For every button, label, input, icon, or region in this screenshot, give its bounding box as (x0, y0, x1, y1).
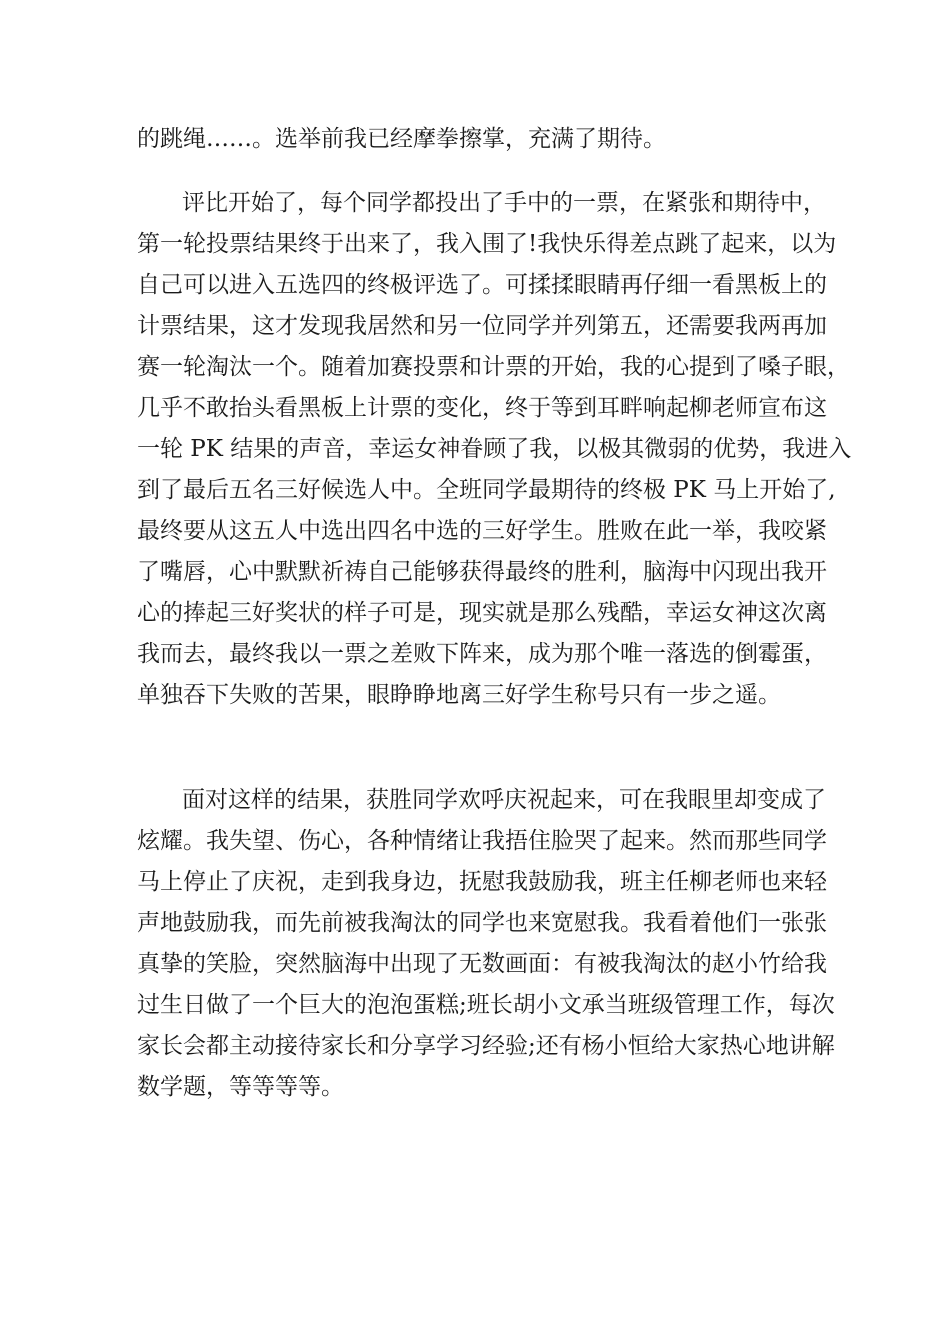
paragraph-line: 几乎不敢抬头看黑板上计票的变化，终于等到耳畔响起柳老师宣布这 (137, 395, 827, 421)
paragraph-line: 马上停止了庆祝，走到我身边，抚慰我鼓励我，班主任柳老师也来轻 (137, 869, 827, 895)
paragraph-line: 到了最后五名三好候选人中。全班同学最期待的终极 PK 马上开始了, (137, 477, 836, 503)
paragraph-line: 数学题，等等等等。 (137, 1074, 344, 1100)
paragraph-line: 炫耀。我失望、伤心，各种情绪让我捂住脸哭了起来。然而那些同学 (137, 828, 827, 854)
paragraph-line: 一轮 PK 结果的声音，幸运女神眷顾了我，以极其微弱的优势，我进入 (137, 436, 852, 462)
paragraph-line: 自己可以进入五选四的终极评选了。可揉揉眼睛再仔细一看黑板上的 (137, 272, 827, 298)
paragraph-line: 了嘴唇，心中默默祈祷自己能够获得最终的胜利，脑海中闪现出我开 (137, 559, 827, 585)
paragraph-line: 家长会都主动接待家长和分享学习经验;还有杨小恒给大家热心地讲解 (137, 1033, 835, 1059)
paragraph-line: 的跳绳……。选举前我已经摩拳擦掌，充满了期待。 (137, 126, 666, 152)
paragraph-line: 过生日做了一个巨大的泡泡蛋糕;班长胡小文承当班级管理工作，每次 (137, 992, 835, 1018)
paragraph-line: 声地鼓励我，而先前被我淘汰的同学也来宽慰我。我看着他们一张张 (137, 910, 827, 936)
paragraph-line: 我而去，最终我以一票之差败下阵来，成为那个唯一落选的倒霉蛋， (137, 641, 827, 667)
paragraph-line: 评比开始了，每个同学都投出了手中的一票，在紧张和期待中， (182, 190, 826, 216)
paragraph-line: 心的捧起三好奖状的样子可是，现实就是那么残酷，幸运女神这次离 (137, 600, 827, 626)
paragraph-line: 赛一轮淘汰一个。随着加赛投票和计票的开始，我的心提到了嗓子眼， (137, 354, 850, 380)
paragraph-line: 面对这样的结果，获胜同学欢呼庆祝起来，可在我眼里却变成了 (182, 787, 826, 813)
paragraph-line: 计票结果，这才发现我居然和另一位同学并列第五，还需要我两再加 (137, 313, 827, 339)
paragraph-line: 真挚的笑脸，突然脑海中出现了无数画面：有被我淘汰的赵小竹给我 (137, 951, 827, 977)
paragraph-line: 最终要从这五人中选出四名中选的三好学生。胜败在此一举，我咬紧 (137, 518, 827, 544)
paragraph-line: 单独吞下失败的苦果，眼睁睁地离三好学生称号只有一步之遥。 (137, 682, 781, 708)
paragraph-line: 第一轮投票结果终于出来了，我入围了!我快乐得差点跳了起来，以为 (137, 231, 837, 257)
